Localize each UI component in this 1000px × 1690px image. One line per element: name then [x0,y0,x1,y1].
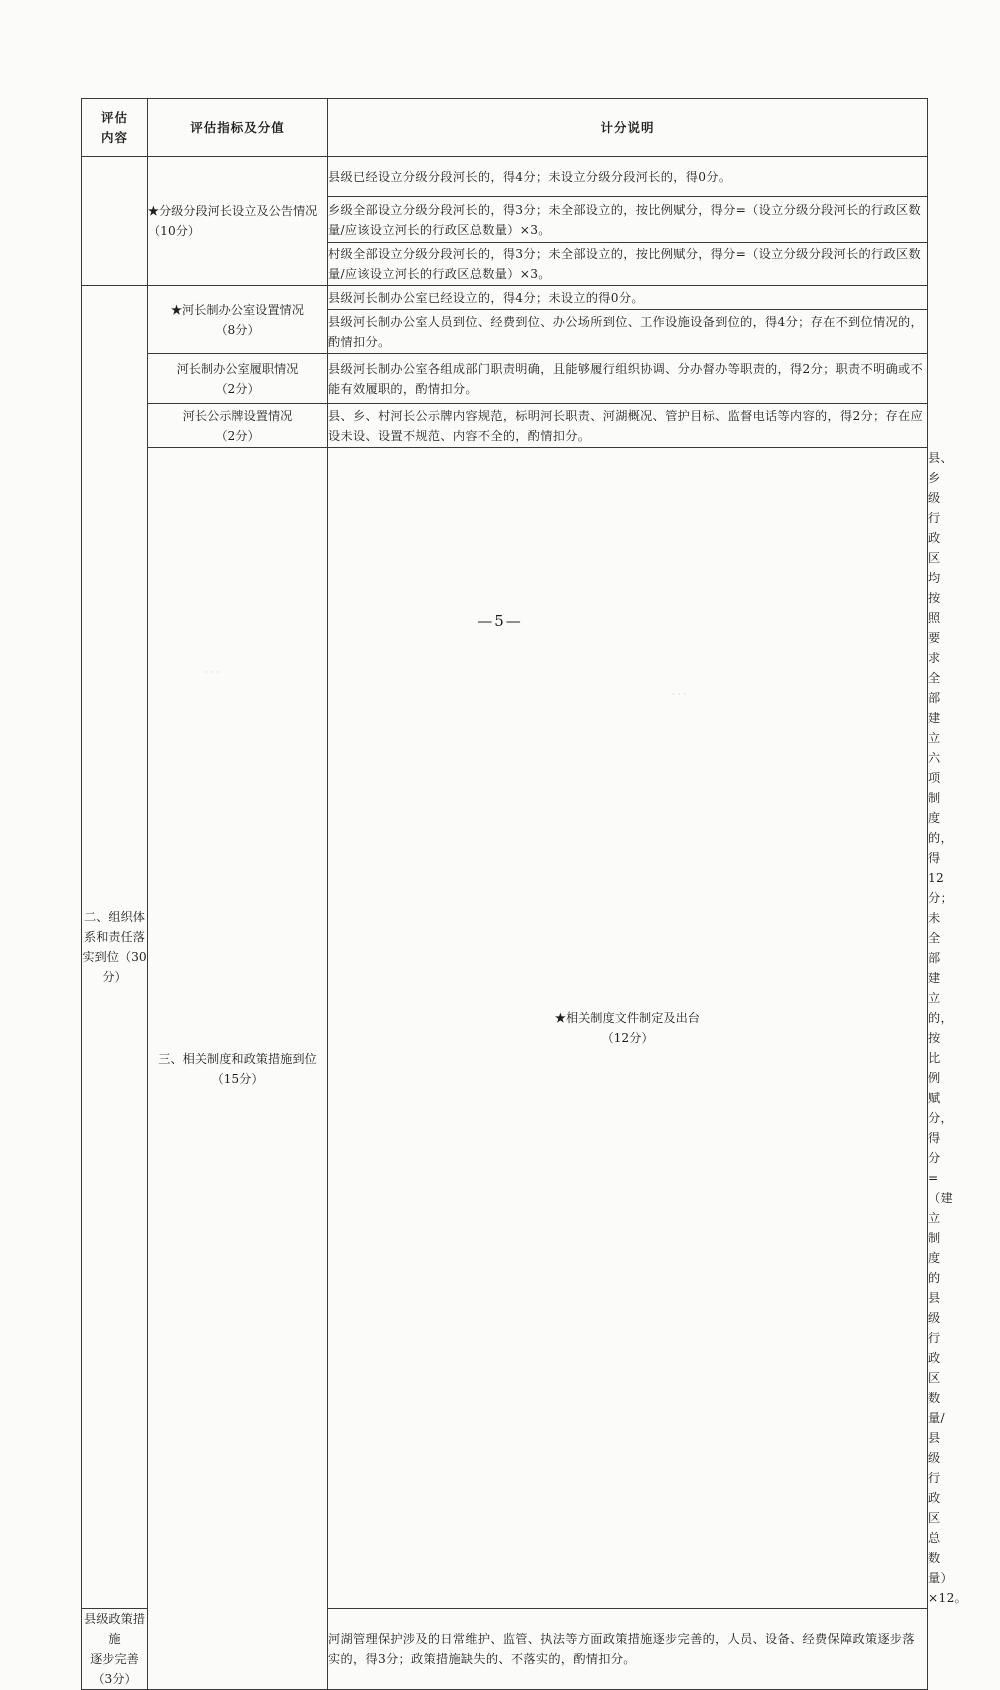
star-mark: ★ [171,302,183,317]
table-row [82,404,928,448]
scan-mark: · · · [672,690,687,700]
table-row [82,157,928,197]
category-cell: 二、组织体系和责任落实到位（30分） [82,286,148,1609]
explanation-cell: 村级全部设立分级分段河长的，得3分；未全部设立的，按比例赋分，得分=（设立分级分段河长的行政区数量/应该设立河长的行政区总数量）×3。 [328,243,928,286]
table-row [82,354,928,404]
indicator-cell [148,286,328,354]
category-cell [82,157,148,286]
indicator-label: 分级分段河长设立及公告情况（10分） [148,204,318,238]
explanation-cell: 乡级全部设立分级分段河长的，得3分；未全部设立的，按比例赋分，得分=（设立分级分段河长的行政区数量/应该设立河长的行政区总数量）×3。 [328,197,928,243]
category-cell: 三、相关制度和政策措施到位（15分） [148,448,328,1690]
header-explanation: 计分说明 [328,99,928,157]
explanation-cell: 县、乡、村河长公示牌内容规范，标明河长职责、河湖概况、管护目标、监督电话等内容的，得2分；存在应设未设、设置不规范、内容不全的，酌情扣分。 [328,404,928,448]
explanation-cell: 县级河长制办公室已经设立的，得4分；未设立的得0分。 [328,286,928,310]
table-header-row [82,99,928,157]
explanation-cell: 县级河长制办公室各组成部门职责明确，且能够履行组织协调、分办督办等职责的，得2分；职责不明确或不能有效履职的，酌情扣分。 [328,354,928,404]
explanation-cell: 河湖管理保护涉及的日常维护、监管、执法等方面政策措施逐步完善的，人员、设备、经费保障政策逐步落实的，得3分；政策措施缺失的、不落实的，酌情扣分。 [328,1609,928,1690]
indicator-label: 河长制办公室设置情况 （8分） [182,302,304,337]
assessment-table [81,98,968,1690]
indicator-cell: 河长制办公室履职情况 （2分） [148,354,328,404]
star-mark: ★ [555,1011,566,1025]
header-content: 评估 内容 [82,99,148,157]
indicator-cell: 县级政策措施 逐步完善（3分） [82,1609,148,1690]
table-row [82,286,928,310]
indicator-cell: 河长公示牌设置情况 （2分） [148,404,328,448]
table-row: 三、相关制度和政策措施到位（15分） ★相关制度文件制定及出台 （12分） 县、乡级行政区均按照要求全部建立六项制度的，得12分；未全部建立的，按比例赋分，得分=（建立制度的县级行政区数量/县级行政区总数量）×12。 [82,448,928,1609]
star-mark: ★ [148,204,159,218]
scan-mark: · · · [205,668,220,678]
header-indicator: 评估指标及分值 [148,99,328,157]
indicator-cell [148,157,328,286]
explanation-cell: 县级已经设立分级分段河长的，得4分；未设立分级分段河长的，得0分。 [328,157,928,197]
indicator-label: 相关制度文件制定及出台 （12分） [565,1011,700,1045]
page-number: —5— [477,612,523,630]
explanation-cell: 县级河长制办公室人员到位、经费到位、办公场所到位、工作设施设备到位的，得4分；存在不到位情况的，酌情扣分。 [328,310,928,354]
